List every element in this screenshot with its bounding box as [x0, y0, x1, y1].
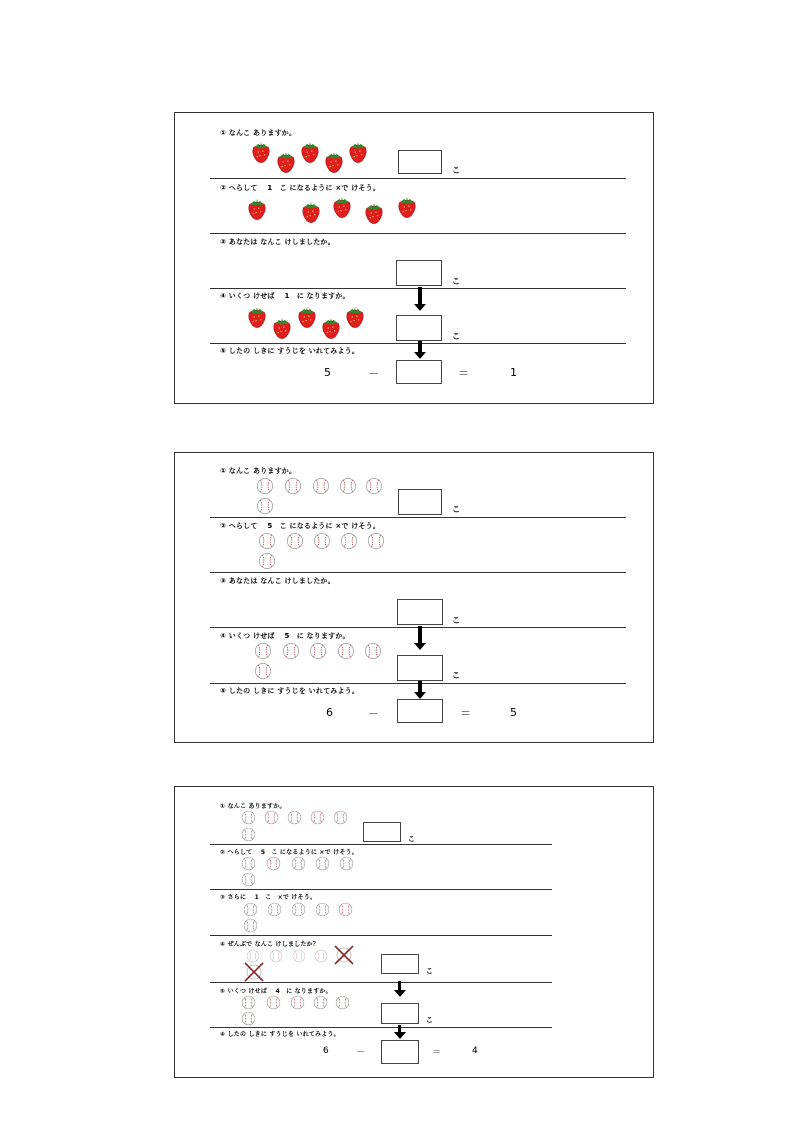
equation-result: 4: [472, 1046, 478, 1056]
baseball-icon: [291, 949, 307, 963]
strawberry-icon: [344, 305, 366, 329]
baseball-icon: [290, 902, 307, 917]
baseball-icon: [253, 662, 273, 680]
strawberry-icon: [300, 200, 322, 224]
baseball-icon: [255, 497, 275, 515]
baseball-icon: [290, 856, 307, 871]
down-arrow-icon: [398, 981, 401, 991]
question-1: ① なんこ ありますか。: [220, 129, 297, 137]
counter-label: こ: [408, 835, 415, 843]
baseball-icon: [265, 856, 282, 871]
baseball-icon: [242, 918, 259, 933]
divider: [210, 233, 626, 234]
baseball-icon: [313, 949, 329, 963]
divider: [210, 572, 626, 573]
baseball-icon: [312, 532, 332, 550]
crossed-baseball-icon: [333, 945, 355, 965]
equation-operand: 6: [323, 1046, 329, 1056]
baseball-icon: [314, 856, 331, 871]
equation-answer-box[interactable]: [397, 699, 443, 723]
strawberry-icon: [246, 305, 268, 329]
counter-label: こ: [452, 277, 460, 286]
question-2: ② へらして 1 こ になるように ×で けそう。: [220, 184, 381, 192]
baseball-icon: [363, 642, 383, 660]
baseball-icon: [242, 902, 259, 917]
answer-box[interactable]: [398, 150, 442, 174]
answer-box[interactable]: [397, 599, 443, 625]
divider: [210, 889, 552, 890]
divider: [210, 982, 552, 983]
baseball-icon: [245, 949, 261, 963]
strawberry-icon: [323, 150, 345, 174]
equals-sign: ＝: [460, 707, 471, 720]
equation-answer-box[interactable]: [396, 360, 442, 384]
question-3: ③ さらに 1 こ ×で けそう。: [220, 894, 317, 901]
baseball-icon: [286, 810, 303, 825]
question-5: ⑤ いくつ けせば 4 に なりますか。: [220, 988, 332, 995]
divider: [210, 844, 552, 845]
question-1: ① なんこ ありますか。: [220, 467, 297, 475]
answer-box[interactable]: [396, 315, 442, 341]
down-arrow-icon: [418, 341, 422, 353]
baseball-icon: [255, 477, 275, 495]
answer-box[interactable]: [381, 1003, 419, 1024]
baseball-icon: [240, 995, 257, 1010]
counter-label: こ: [452, 505, 460, 514]
baseball-icon: [308, 642, 328, 660]
question-2: ② へらして 5 こ になるように ×で けそう。: [220, 849, 358, 856]
strawberry-icon: [275, 150, 297, 174]
answer-box[interactable]: [396, 260, 442, 286]
down-arrow-icon: [418, 681, 422, 693]
question-1: ① なんこ ありますか。: [220, 803, 286, 810]
answer-box[interactable]: [363, 822, 401, 842]
baseball-icon: [263, 810, 280, 825]
baseball-icon: [285, 532, 305, 550]
divider: [210, 517, 626, 518]
baseball-icon: [257, 532, 277, 550]
counter-label: こ: [452, 332, 460, 341]
counter-label: こ: [452, 166, 460, 175]
baseball-icon: [268, 949, 284, 963]
strawberry-icon: [250, 140, 272, 164]
divider: [210, 178, 626, 179]
counter-label: こ: [452, 616, 460, 625]
strawberry-icon: [363, 201, 385, 225]
baseball-icon: [240, 856, 257, 871]
baseball-icon: [240, 872, 257, 887]
baseball-icon: [366, 532, 386, 550]
answer-box[interactable]: [381, 954, 419, 974]
question-5: ⑤ したの しきに すうじを いれてみよう。: [220, 687, 360, 695]
answer-box[interactable]: [397, 655, 443, 681]
baseball-icon: [281, 642, 301, 660]
strawberry-icon: [296, 305, 318, 329]
baseball-icon: [334, 995, 351, 1010]
minus-sign: －: [368, 707, 379, 720]
baseball-icon: [309, 810, 326, 825]
equation-operand: 5: [324, 366, 331, 379]
baseball-icon: [253, 642, 273, 660]
answer-box[interactable]: [398, 489, 442, 515]
minus-sign: －: [368, 367, 379, 380]
divider: [210, 935, 552, 936]
strawberry-icon: [271, 316, 293, 340]
strawberry-icon: [299, 140, 321, 164]
equals-sign: ＝: [458, 367, 469, 380]
down-arrow-icon: [418, 287, 422, 305]
baseball-icon: [311, 477, 331, 495]
baseball-icon: [257, 552, 277, 570]
baseball-icon: [289, 995, 306, 1010]
divider: [210, 1027, 552, 1028]
baseball-icon: [240, 810, 257, 825]
baseball-icon: [265, 995, 282, 1010]
strawberry-icon: [396, 195, 418, 219]
strawberry-icon: [246, 197, 268, 221]
baseball-icon: [266, 902, 283, 917]
baseball-icon: [339, 532, 359, 550]
counter-label: こ: [452, 671, 460, 680]
down-arrow-icon: [418, 626, 422, 644]
baseball-icon: [337, 902, 354, 917]
equation-operand: 6: [326, 706, 333, 719]
question-3: ③ あなたは なんこ けしましたか。: [220, 238, 335, 246]
minus-sign: －: [356, 1048, 366, 1058]
baseball-icon: [332, 810, 349, 825]
equation-result: 5: [510, 706, 517, 719]
crossed-baseball-icon: [243, 962, 265, 982]
baseball-icon: [314, 902, 331, 917]
baseball-icon: [338, 856, 355, 871]
question-5: ⑤ したの しきに すうじを いれてみよう。: [220, 347, 360, 355]
equals-sign: ＝: [432, 1048, 442, 1058]
counter-label: こ: [426, 1016, 433, 1024]
equation-result: 1: [510, 366, 517, 379]
baseball-icon: [338, 477, 358, 495]
counter-label: こ: [426, 967, 433, 975]
strawberry-icon: [347, 140, 369, 164]
question-4: ④ ぜんぶで なんこ けしましたか？: [220, 941, 319, 948]
question-3: ③ あなたは なんこ けしましたか。: [220, 577, 335, 585]
baseball-icon: [240, 827, 257, 842]
strawberry-icon: [320, 316, 342, 340]
baseball-icon: [240, 1011, 257, 1026]
question-6: ④ したの しきに すうじを いれてみよう。: [220, 1031, 340, 1038]
equation-answer-box[interactable]: [381, 1040, 419, 1064]
strawberry-icon: [331, 195, 353, 219]
baseball-icon: [336, 642, 356, 660]
question-2: ② へらして 5 こ になるように ×で けそう。: [220, 522, 381, 530]
baseball-icon: [364, 477, 384, 495]
question-4: ④ いくつ けせば 1 に なりますか。: [220, 292, 350, 300]
baseball-icon: [283, 477, 303, 495]
baseball-icon: [312, 995, 329, 1010]
down-arrow-icon: [398, 1025, 401, 1033]
question-4: ④ いくつ けせば 5 に なりますか。: [220, 632, 350, 640]
